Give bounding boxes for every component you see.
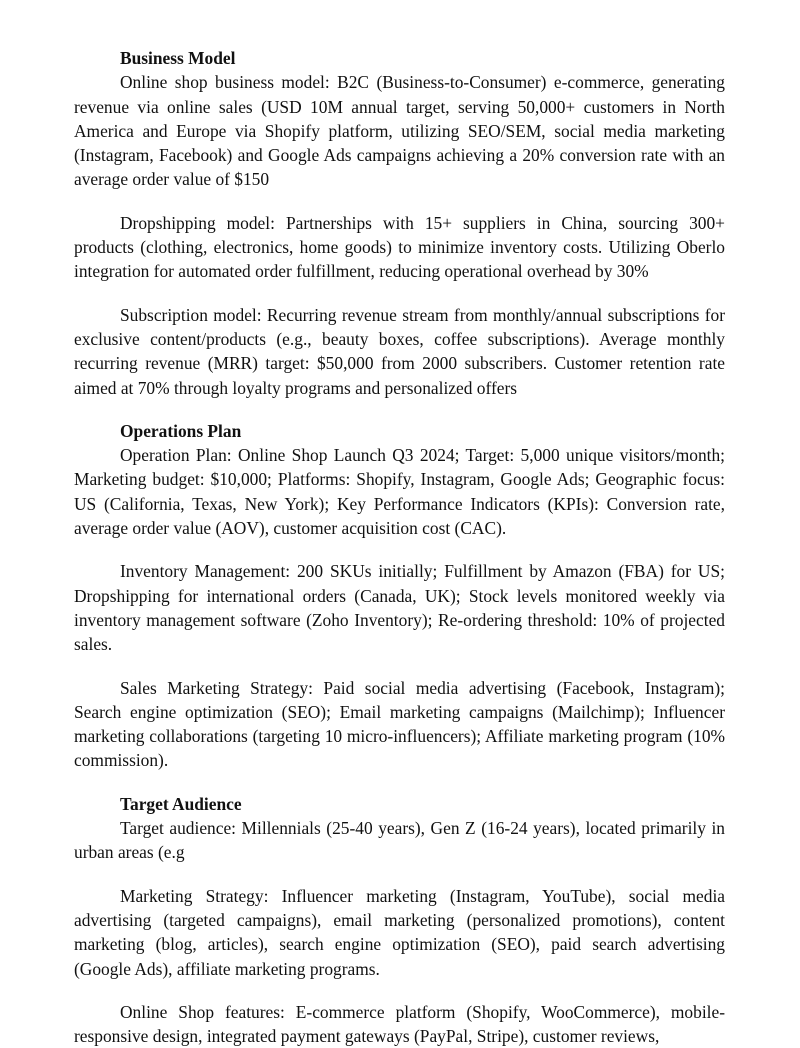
paragraph-gap [74,540,725,559]
section-heading-operations-plan: Operations Plan [120,420,242,441]
document-page [74,46,725,1048]
paragraph-online-shop-model: Online shop business model: B2C (Business-to-Consumer) e-commerce, generating revenue via online sales (USD 10M annual target, serving 50,000+ customers in North America and Europe via Shopify platform, utilizing SEO/SEM, social media marketing (Instagram, Facebook) and Google Ads campaigns achieving a 20% conversion rate with an average order value of $150 [74,72,725,190]
section-heading-business-model: Business Model [120,48,236,68]
paragraph-marketing-strategy: Marketing Strategy: Influencer marketing (Instagram, YouTube), social media advertising (targeted campaigns), email marketing (personalized promotions), content marketing (blog, articles), search engine optimization (SEO), paid search advertising (Google Ads), affiliate marketing programs. [74,885,725,979]
paragraph-gap [74,400,725,419]
section-heading-target-audience: Target Audience [120,793,242,814]
paragraph-inventory-management: Inventory Management: 200 SKUs initially; Fulfillment by Amazon (FBA) for US; Dropshipping for international orders (Canada, UK); Stock levels monitored weekly via inventory management software (Zoho Inventory); Re-ordering threshold: 10% of projected sales. [74,561,725,655]
paragraph-target-audience: Target audience: Millennials (25-40 years), Gen Z (16-24 years), located primarily in urban areas (e.g [74,818,725,863]
paragraph-gap [74,865,725,884]
paragraph-gap [74,192,725,211]
paragraph-gap [74,981,725,1000]
paragraph-subscription-model: Subscription model: Recurring revenue stream from monthly/annual subscriptions for exclusive content/products (e.g., beauty boxes, coffee subscriptions). Average monthly recurring revenue (MRR) target: $50,000 from 2000 subscribers. Customer retention rate aimed at 70% through loyalty programs and personalized offers [74,304,725,398]
paragraph-gap [74,284,725,303]
paragraph-online-shop-features: Online Shop features: E-commerce platform (Shopify, WooCommerce), mobile-responsive design, integrated payment gateways (PayPal, Stripe), customer reviews, [74,1001,725,1047]
paragraph-operation-plan: Operation Plan: Online Shop Launch Q3 2024; Target: 5,000 unique visitors/month; Marketing budget: $10,000; Platforms: Shopify, Instagram, Google Ads; Geographic focus: US (California, Texas, New York); Key Performance Indicators (KPIs): Conversion rate, average order value (AOV), customer acquisition cost (CAC). [74,445,725,539]
paragraph-sales-marketing-strategy: Sales Marketing Strategy: Paid social media advertising (Facebook, Instagram); Search engine optimization (SEO); Email marketing campaigns (Mailchimp); Influencer marketing collaborations (targeting 10 micro-influencers); Affiliate marketing program (10% commission). [74,677,725,771]
paragraph-dropshipping-model: Dropshipping model: Partnerships with 15+ suppliers in China, sourcing 300+ products (clothing, electronics, home goods) to minimize inventory costs. Utilizing Oberlo integration for automated order fulfillment, reducing operational overhead by 30% [74,212,725,282]
paragraph-gap [74,657,725,676]
paragraph-gap [74,773,725,792]
